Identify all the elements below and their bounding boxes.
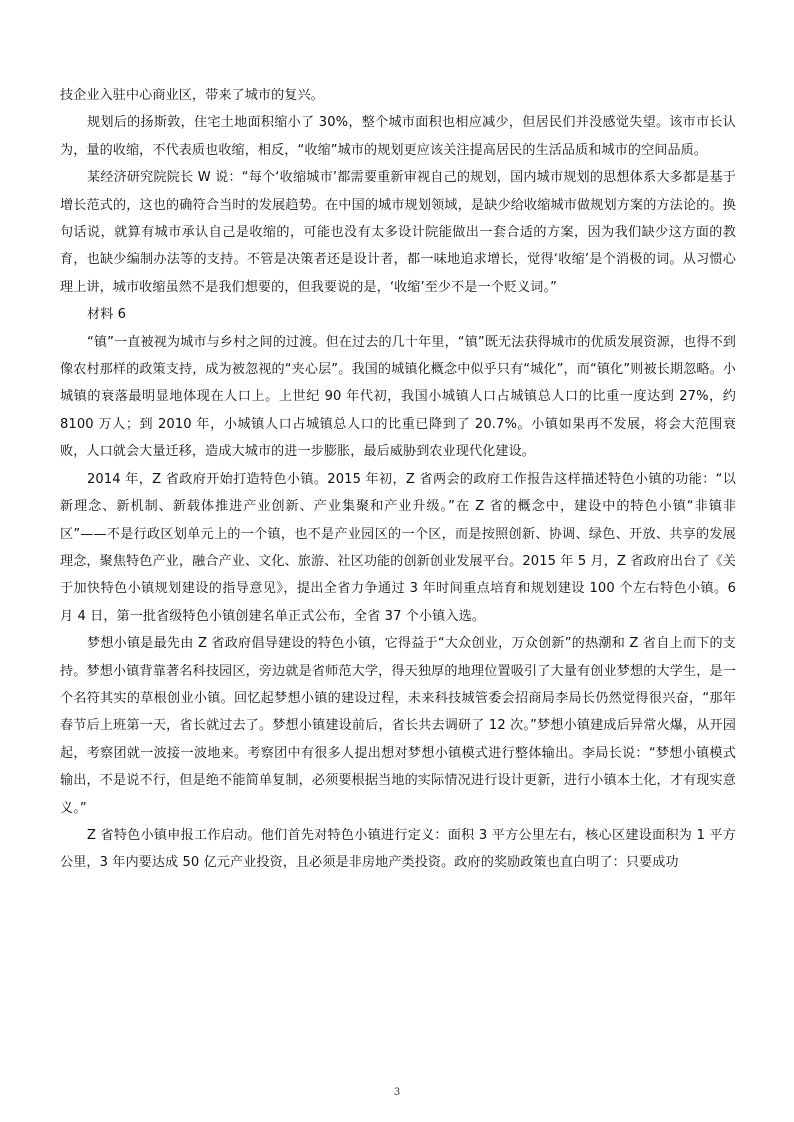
document-body: [60, 82, 736, 877]
paragraph-continued: 技企业入驻中心商业区，带来了城市的复兴。: [60, 88, 324, 103]
paragraph-application-work: Z 省特色小镇申报工作启动。他们首先对特色小镇进行定义：面积 3 平方公里左右，核心区建设面积为 1 平方公里，3 年内要达成 50 亿元产业投资，且必须是非房地产类投资。政府的奖励政策也直白明了：只要成功: [60, 827, 736, 871]
paragraph-town-transition: “镇”一直被视为城市与乡村之间的过渡。但在过去的几十年里，“镇”既无法获得城市的优质发展资源，也得不到像农村那样的政策支持，成为被忽视的“夹心层”。我国的城镇化概念中似乎只有“城化”，而“镇化”则被长期忽略。小城镇的衰落最明显地体现在人口上。上世纪 90 年代初，我国小城镇人口占城镇总人口的比重一度达到 27%，约 8100 万人；到 2010 年，小城镇人口占城镇总人口的比重已降到了 20.7%。小镇如果再不发展，将会大范围衰败，人口就会大量迁移，造成大城市的进一步膨胀，最后威胁到农业现代化建设。: [60, 334, 736, 460]
paragraph-dream-town: 梦想小镇是最先由 Z 省政府倡导建设的特色小镇，它得益于“大众创业，万众创新”的热潮和 Z 省自上而下的支持。梦想小镇背靠著名科技园区，旁边就是省师范大学，得天独厚的地理位置吸引了大量有创业梦想的大学生，是一个名符其实的草根创业小镇。回忆起梦想小镇的建设过程，未来科技城管委会招商局李局长仍然觉得很兴奋，“那年春节后上班第一天，省长就过去了。梦想小镇建设前后，省长共去调研了 12 次。”梦想小镇建成后异常火爆，从开园起，考察团就一波接一波地来。考察团中有很多人提出想对梦想小镇模式进行整体输出。李局长说：“梦想小镇模式输出，不是说不行，但是绝不能简单复制，必须要根据当地的实际情况进行设计更新，进行小镇本土化，才有现实意义。”: [60, 636, 736, 816]
paragraph-characteristic-towns: 2014 年，Z 省政府开始打造特色小镇。2015 年初，Z 省两会的政府工作报告这样描述特色小镇的功能：“以新理念、新机制、新载体推进产业创新、产业集聚和产业升级。”在 Z 省的概念中，建设中的特色小镇“非镇非区”——不是行政区划单元上的一个镇，也不是产业园区的一个区，而是按照创新、协调、绿色、开放、共享的发展理念，聚焦特色产业，融合产业、文化、旅游、社区功能的创新创业发展平台。2015 年 5 月，Z 省政府出台了《关于加快特色小镇规划建设的指导意见》，提出全省力争通过 3 年时间重点培育和规划建设 100 个左右特色小镇。6 月 4 日，第一批省级特色小镇创建名单正式公布，全省 37 个小镇入选。: [60, 471, 736, 624]
page-number: 3: [393, 1087, 401, 1098]
paragraph-director-quote: 某经济研究院院长 W 说：“每个‘收缩城市’都需要重新审视自己的规划，国内城市规划的思想体系大多都是基于增长范式的，这也的确符合当时的发展趋势。在中国的城市规划领域，是缺少给收缩城市做规划方案的方法论的。换句话说，就算有城市承认自己是收缩的，可能也没有太多设计院能做出一套合适的方案，因为我们缺少这方面的教育，也缺少编制办法等的支持。不管是决策者还是设计者，都一味地追求增长，觉得‘收缩’是个消极的词。从习惯心理上讲，城市收缩虽然不是我们想要的，但我要说的是，‘收缩’至少不是一个贬义词。”: [60, 170, 736, 295]
paragraph-youngstown-planning: 规划后的扬斯敦，住宅土地面积缩小了 30%，整个城市面积也相应减少，但居民们并没感觉失望。该市市长认为，量的收缩，不代表质也收缩，相反，“收缩”城市的规划更应该关注提高居民的生活品质和城市的空间品质。: [60, 115, 736, 158]
section-heading-material-6: 材料 6: [87, 307, 127, 323]
